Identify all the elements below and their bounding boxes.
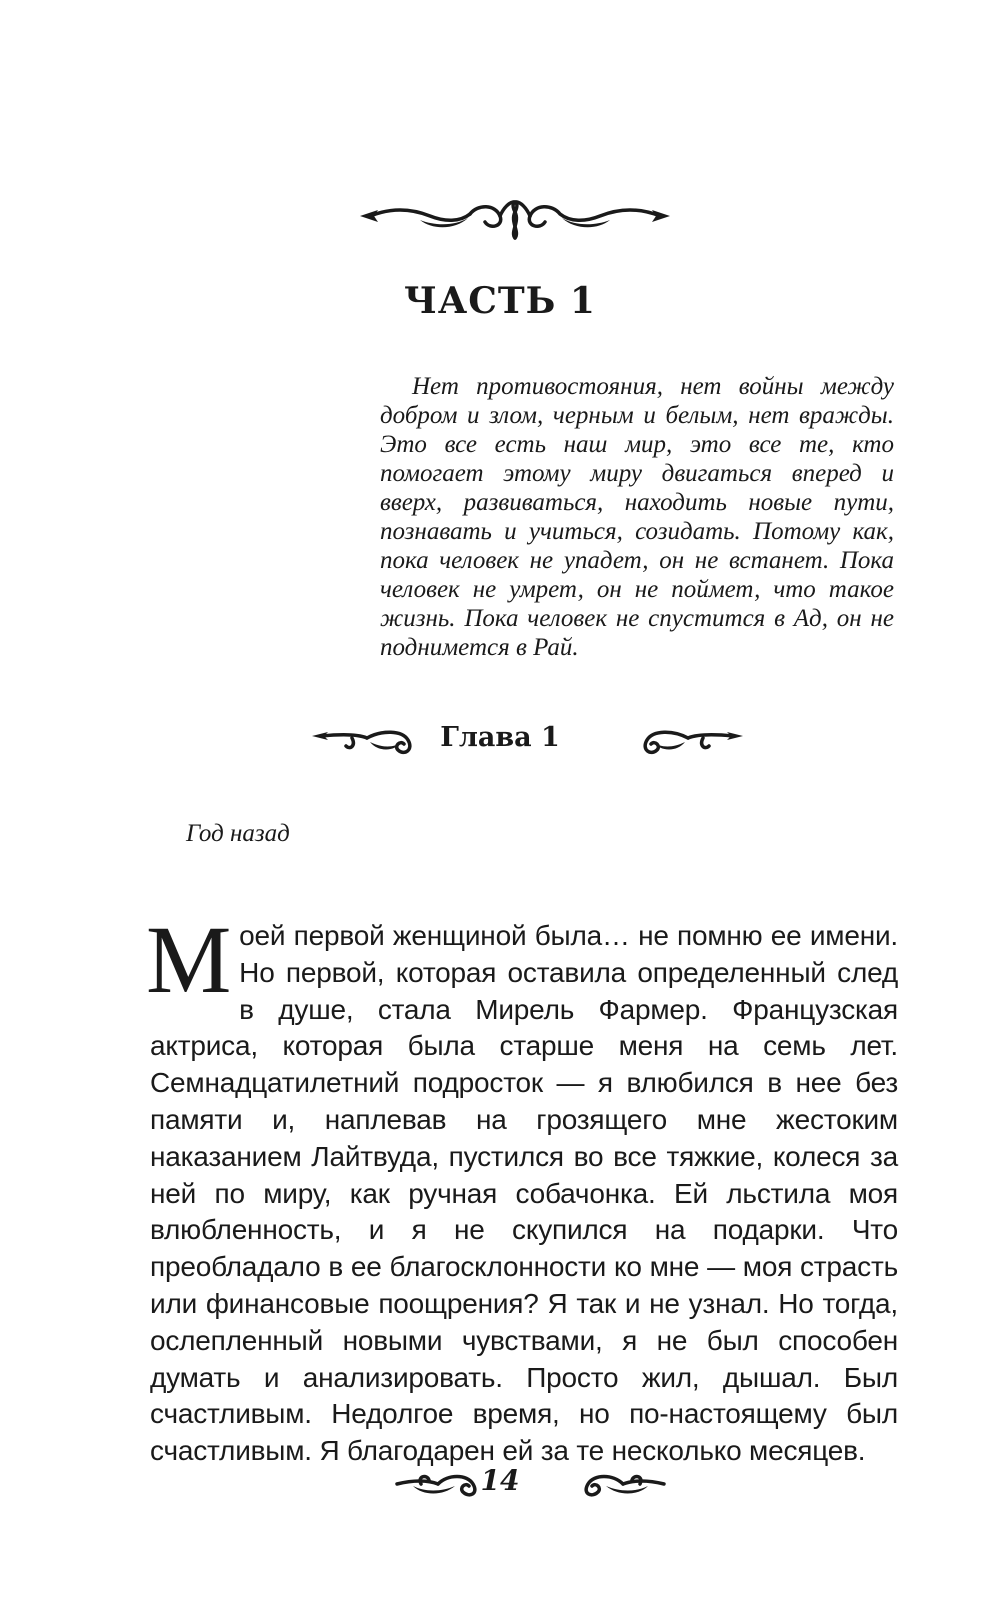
chapter-right-flourish-icon bbox=[633, 724, 743, 758]
part-title: ЧАСТЬ 1 bbox=[404, 280, 596, 322]
top-flourish-ornament-icon bbox=[360, 186, 670, 246]
epigraph-text: Нет противостояния, нет войны между добром и злом, черным и белым, нет вражды. Это все есть наш мир, это все те, кто помогает этому миру двигаться вперед и вверх, развиваться, находить новые пути, познавать и учиться, созидать. Потому как, пока человек не упадет, он не встанет. Пока человек не умрет, он не поймет, что такое жизнь. Пока человек не спустится в Ад, он не поднимется в Рай. bbox=[380, 373, 894, 661]
page-number: 14 bbox=[480, 1464, 520, 1497]
drop-cap: М bbox=[146, 906, 232, 1013]
chapter-heading bbox=[0, 718, 1000, 762]
page-footer bbox=[0, 1458, 1000, 1508]
body-paragraph: оей первой женщиной была… не помню ее имени. Но первой, которая оставила определенный след в душе, стала Мирель Фармер. Французская актриса, которая была старше меня на семь лет. Семнадцатилетний подросток — я влюбился в нее без памяти и, наплевав на грозящего мне жестоким наказанием Лайтвуда, пустился во все тяжкие, колеся за ней по миру, как ручная собачонка. Ей льстила моя влюбленность, и я не скупился на подарки. Что преобладало в ее благосклонности ко мне — моя страсть или финансовые поощрения? Я так и не узнал. Но тогда, ослепленный новыми чувствами, я не был способен думать и анализировать. Просто жил, дышал. Был счастливым. Недолгое время, но по-настоящему был счастливым. Я благодарен ей за те несколько месяцев. bbox=[150, 920, 898, 1467]
chapter-title: Глава 1 bbox=[440, 722, 560, 753]
body-text bbox=[146, 906, 898, 1470]
epigraph bbox=[380, 372, 894, 662]
chapter-subtitle: Год назад bbox=[186, 820, 290, 847]
footer-right-flourish-icon bbox=[578, 1466, 668, 1500]
